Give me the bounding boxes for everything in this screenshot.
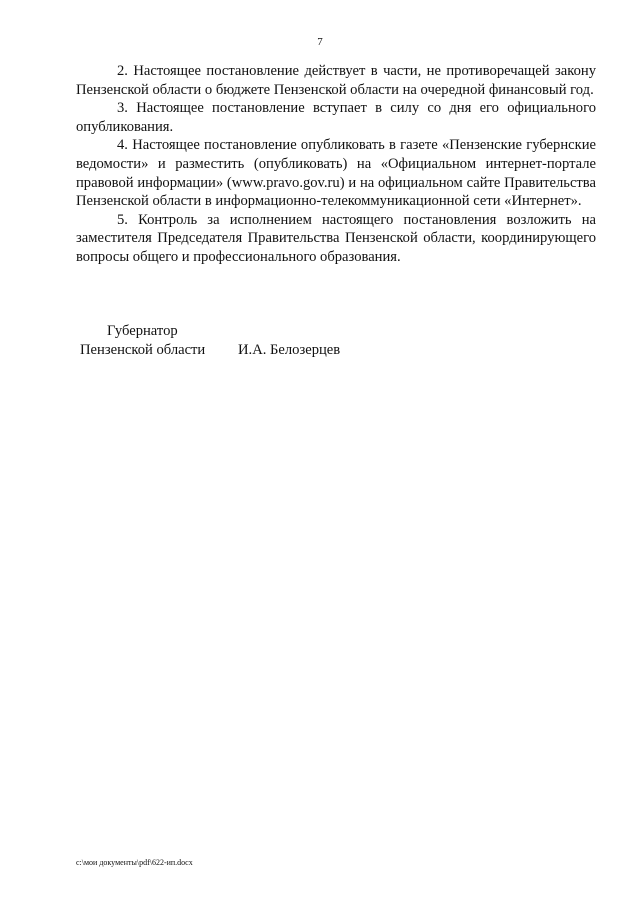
signatory-name: И.А. Белозерцев	[238, 342, 341, 358]
paragraph-5: 5. Контроль за исполнением настоящего постановления возложить на заместителя Председателя Правительства Пензенской области, координирующего вопросы общего и профессионального образования.	[76, 211, 596, 265]
signature-title-line2: Пензенской области	[80, 342, 206, 358]
paragraph-4: 4. Настоящее постановление опубликовать в газете «Пензенские губернские ведомости» и разместить (опубликовать) на «Официальном интернет-портале правовой информации» (www.pravo.gov.ru) и на официальном сайте Правительства Пензенской области в информационно-телекоммуникационной сети «Интернет».	[76, 137, 596, 210]
file-path-footer: c:\мои документы\pdf\622-ип.docx	[76, 858, 193, 867]
paragraph-3: 3. Настоящее постановление вступает в силу со дня его официального опубликования.	[76, 100, 596, 135]
paragraph-2: 2. Настоящее постановление действует в части, не противоречащей закону Пензенской области о бюджете Пензенской области на очередной финансовый год.	[76, 63, 596, 98]
signature-title-line1: Губернатор	[107, 323, 178, 339]
document-body	[76, 62, 596, 267]
page-number: 7	[317, 36, 323, 48]
